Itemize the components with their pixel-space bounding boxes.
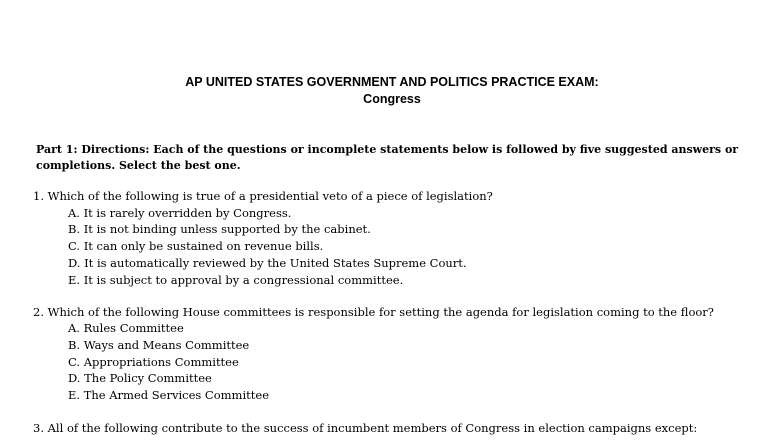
question-1-option-a: A. It is rarely overridden by Congress. [68,206,292,220]
question-2: 2. Which of the following House committees is responsible for setting the agenda for legislation coming to the floor? [33,305,714,319]
exam-title: AP UNITED STATES GOVERNMENT AND POLITICS PRACTICE EXAM: [185,75,599,89]
question-2-option-c: C. Appropriations Committee [68,355,239,369]
question-1-option-d: D. It is automatically reviewed by the United States Supreme Court. [68,256,467,270]
directions-text: Part 1: Directions: Each of the questions or incomplete statements below is followed by five suggested answers or completions. Select the best one. [36,143,739,172]
question-2-option-e: E. The Armed Services Committee [68,388,269,402]
question-2-option-a: A. Rules Committee [68,321,184,335]
question-1-option-e: E. It is subject to approval by a congressional committee. [68,273,404,287]
question-1: 1. Which of the following is true of a presidential veto of a piece of legislation? [33,189,493,203]
question-1-option-b: B. It is not binding unless supported by the cabinet. [68,222,371,236]
question-1-option-c: C. It can only be sustained on revenue bills. [68,239,324,253]
question-2-option-d: D. The Policy Committee [68,371,212,385]
exam-subtitle: Congress [363,92,421,106]
question-2-option-b: B. Ways and Means Committee [68,338,250,352]
question-3: 3. All of the following contribute to the success of incumbent members of Congress in election campaigns except: [33,421,698,435]
